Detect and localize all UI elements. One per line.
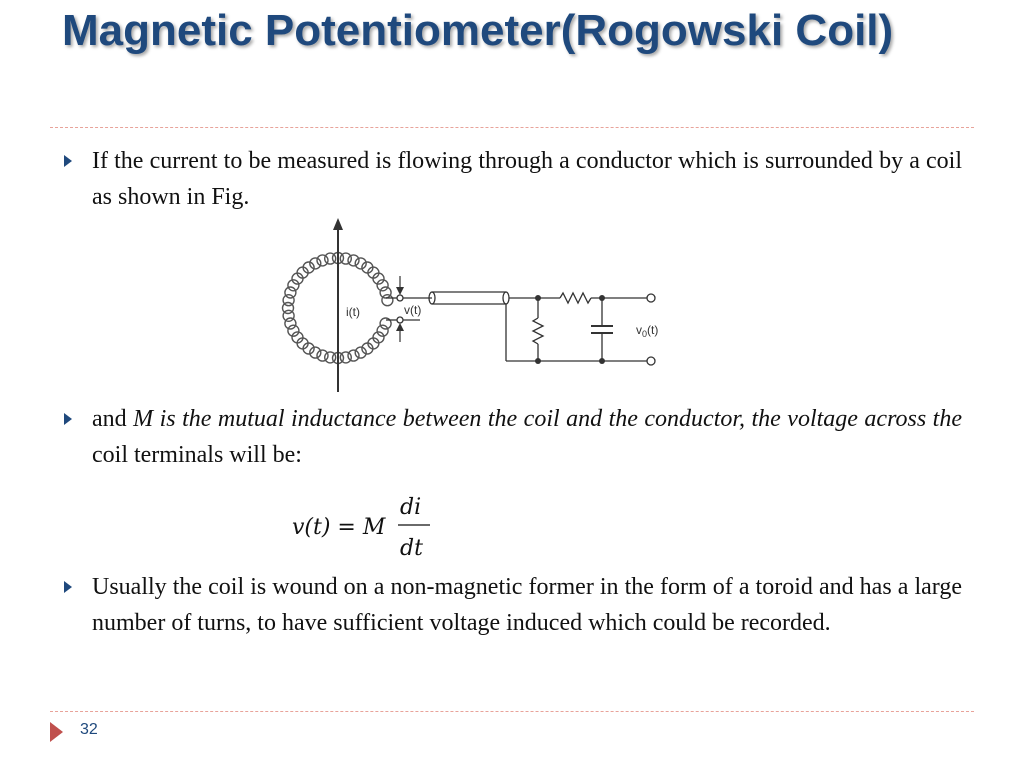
bullet-2-tail: coil terminals will be:: [92, 442, 302, 468]
output-terminal-top: [647, 294, 655, 302]
bullet-arrow-icon: [64, 581, 72, 593]
bullet-arrow-icon: [64, 155, 72, 167]
equation-lhs: v(t) = M: [292, 515, 386, 540]
output-terminal-bottom: [647, 357, 655, 365]
page-number: 32: [80, 721, 98, 738]
bullet-2-italic: M is the mutual inductance between the coil and the conductor, the voltage across the: [133, 406, 962, 432]
top-divider: [50, 127, 974, 128]
slide-title: Magnetic Potentiometer(Rogowski Coil): [62, 6, 894, 55]
current-arrow-icon: [333, 218, 343, 230]
equation-denominator: dt: [400, 536, 423, 561]
shunt-resistor: [533, 318, 543, 344]
voltage-equation: [290, 490, 450, 566]
page-marker-icon: [50, 722, 63, 742]
voltage-label: v(t): [404, 303, 422, 317]
output-voltage-label: $v_0(t)$: [636, 323, 659, 339]
coaxial-cable: [429, 292, 509, 304]
series-resistor: [560, 293, 591, 303]
bullet-1-text: If the current to be measured is flowing through a conductor which is surrounded by a coil as shown in Fig.: [92, 148, 962, 210]
bullet-2-text: [92, 401, 962, 473]
voltage-arrow-down-icon: [396, 287, 404, 295]
bullet-2-lead: and: [92, 406, 134, 432]
voltage-arrow-up-icon: [396, 323, 404, 331]
current-label: i(t): [346, 305, 360, 319]
rogowski-coil-diagram: [270, 216, 670, 396]
bullet-arrow-icon: [64, 413, 72, 425]
bottom-divider: [50, 711, 974, 712]
equation-numerator: di: [400, 495, 422, 520]
bullet-3-text: Usually the coil is wound on a non-magnetic former in the form of a toroid and has a large number of turns, to have sufficient voltage induced which could be recorded.: [92, 574, 962, 636]
